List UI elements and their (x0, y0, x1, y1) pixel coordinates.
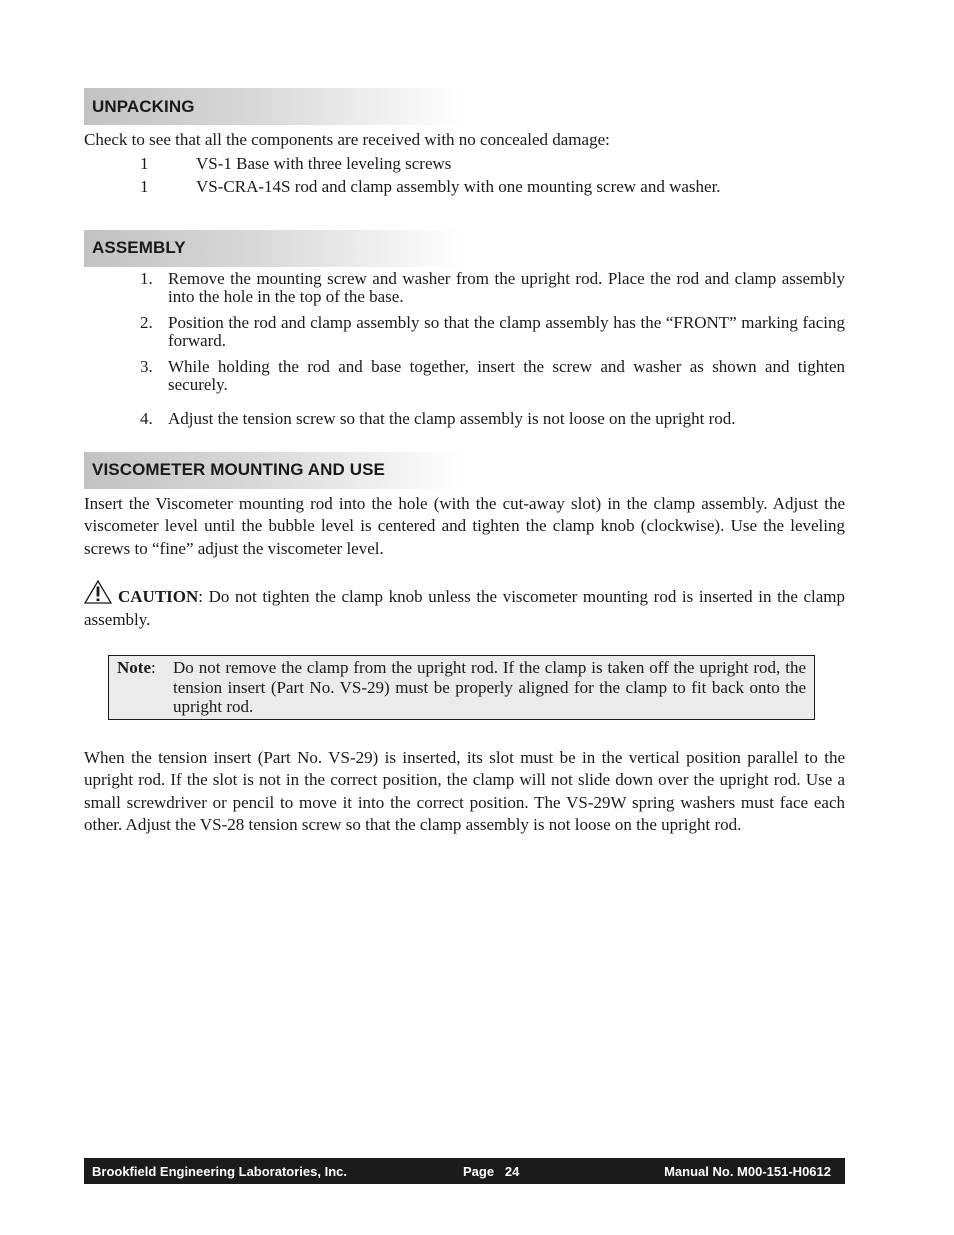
note-colon: : (150, 658, 156, 677)
caution-label: CAUTION (118, 587, 199, 606)
step-number: 1. (140, 268, 153, 288)
list-item (84, 314, 845, 350)
closing-paragraph: When the tension insert (Part No. VS-29) is inserted, its slot must be in the vertical position parallel to the upright rod. If the slot is not in the correct position, the clamp will not slide down over the upright rod. Use a small screwdriver or pencil to move it into the correct position. The VS-29W spring washers must face each other. Adjust the VS-28 tension screw so that the clamp assembly is not loose on the upright rod. (84, 747, 845, 834)
assembly-heading: ASSEMBLY (92, 238, 186, 257)
footer-company: Brookfield Engineering Laboratories, Inc. (92, 1163, 347, 1179)
assembly-steps (84, 270, 845, 428)
mounting-heading: VISCOMETER MOUNTING AND USE (92, 460, 385, 479)
step-number: 3. (140, 356, 153, 376)
item-description: VS-CRA-14S rod and clamp assembly with one mounting screw and washer. (196, 176, 721, 196)
footer-manual-number: Manual No. M00-151-H0612 (664, 1163, 831, 1179)
unpacking-heading: UNPACKING (92, 96, 195, 116)
assembly-heading-bar (84, 230, 464, 267)
note-box (108, 655, 815, 720)
page-content (84, 88, 845, 837)
step-text: While holding the rod and base together, insert the screw and washer as shown and tighten securely. (168, 356, 845, 394)
step-text: Remove the mounting screw and washer from the upright rod. Place the rod and clamp assembly into the hole in the top of the base. (168, 268, 845, 306)
list-item (84, 175, 845, 198)
step-number: 4. (140, 408, 153, 428)
step-text: Position the rod and clamp assembly so that the clamp assembly has the “FRONT” marking facing forward. (168, 312, 845, 350)
list-item (84, 270, 845, 306)
list-item (84, 410, 845, 428)
caution-text: : Do not tighten the clamp knob unless the viscometer mounting rod is inserted in the clamp assembly. (84, 587, 845, 629)
unpacking-heading-bar (84, 88, 464, 125)
list-item (84, 358, 845, 394)
caution-paragraph (84, 580, 845, 631)
item-quantity: 1 (140, 153, 149, 173)
note-label: Note (117, 658, 151, 677)
mounting-heading-bar (84, 452, 464, 489)
step-text: Adjust the tension screw so that the clamp assembly is not loose on the upright rod. (168, 408, 736, 428)
warning-triangle-icon (84, 580, 112, 604)
unpacking-item-list (84, 152, 845, 198)
item-description: VS-1 Base with three leveling screws (196, 153, 452, 173)
item-quantity: 1 (140, 176, 149, 196)
unpacking-intro: Check to see that all the components are received with no concealed damage: (84, 130, 610, 149)
note-text: Do not remove the clamp from the upright rod. If the clamp is taken off the upright rod, the tension insert (Part No. VS-29) must be properly aligned for the clamp to fit back onto the upright rod. (173, 658, 806, 716)
mounting-paragraph: Insert the Viscometer mounting rod into the hole (with the cut-away slot) in the clamp assembly. Adjust the viscometer level until the bubble level is centered and tighten the clamp knob (clockwise). Use the leveling screws to “fine” adjust the viscometer level. (84, 493, 845, 558)
step-number: 2. (140, 312, 153, 332)
list-item (84, 152, 845, 175)
note-label-wrap (117, 658, 173, 717)
footer-page-number: Page 24 (463, 1163, 520, 1179)
page-footer (84, 1158, 845, 1184)
